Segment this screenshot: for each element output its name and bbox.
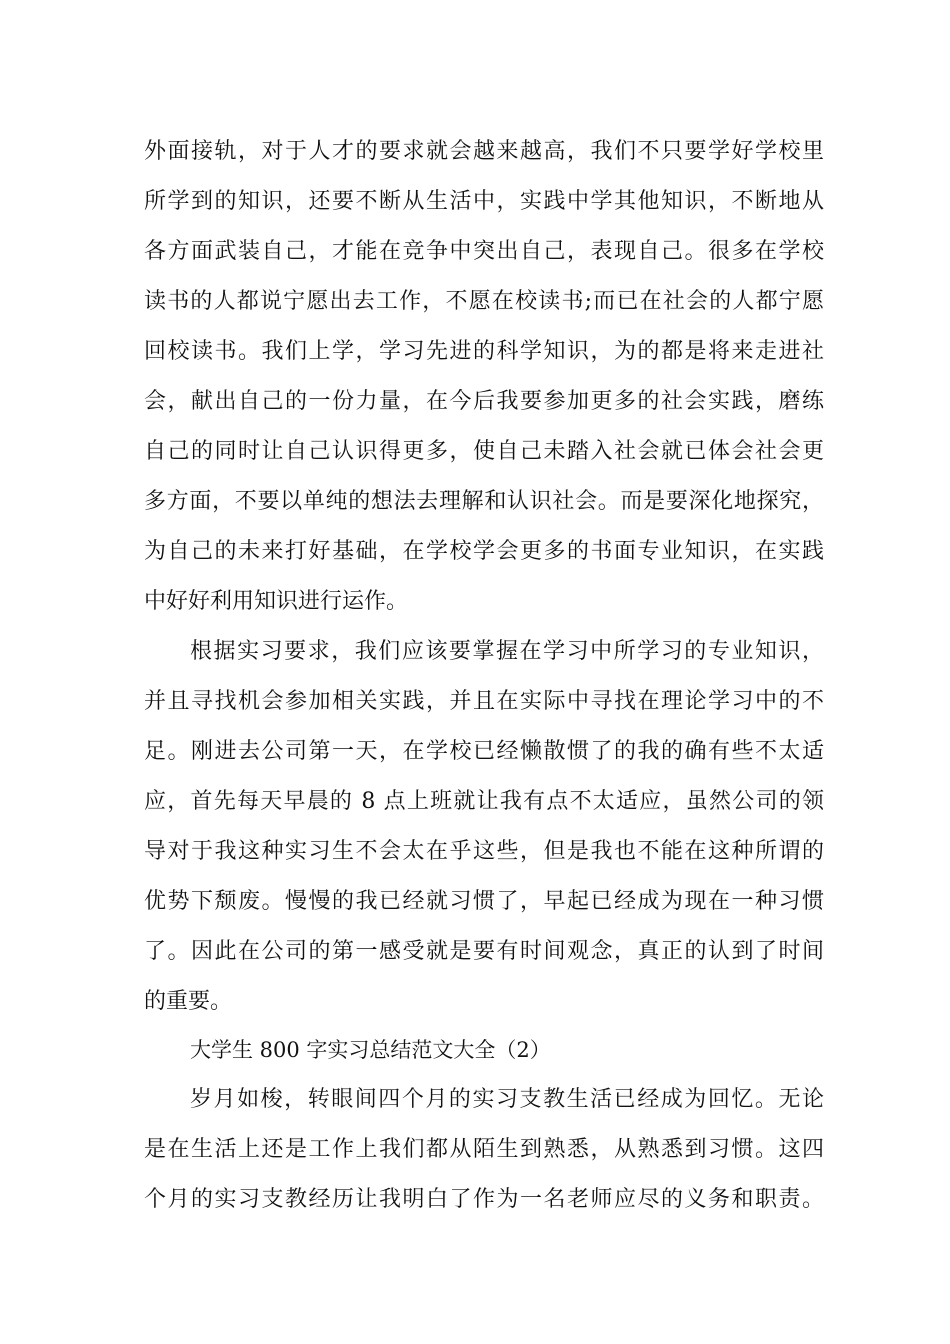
section-heading: 大学生 800 字实习总结范文大全（2）: [190, 1038, 551, 1062]
text-line: 多方面，不要以单纯的想法去理解和认识社会。而是要深化地探究，: [144, 489, 824, 514]
text-line: 的重要。: [144, 989, 233, 1014]
text-line: 各方面武装自己，才能在竞争中突出自己，表现自己。很多在学校: [144, 239, 824, 264]
text-line: 应，首先每天早晨的 8 点上班就让我有点不太适应，虽然公司的领: [144, 789, 824, 814]
text-line: 回校读书。我们上学，学习先进的科学知识，为的都是将来走进社: [144, 339, 824, 364]
text-line: 读书的人都说宁愿出去工作，不愿在校读书;而已在社会的人都宁愿: [144, 289, 824, 314]
text-line: 是在生活上还是工作上我们都从陌生到熟悉，从熟悉到习惯。这四: [144, 1137, 824, 1162]
text-line: 了。因此在公司的第一感受就是要有时间观念，真正的认到了时间: [144, 939, 824, 964]
text-line: 所学到的知识，还要不断从生活中，实践中学其他知识，不断地从: [144, 189, 824, 214]
text-line: 自己的同时让自己认识得更多，使自己未踏入社会就已体会社会更: [144, 439, 824, 464]
text-line: 岁月如梭，转眼间四个月的实习支教生活已经成为回忆。无论: [190, 1087, 824, 1112]
text-line: 并且寻找机会参加相关实践，并且在实际中寻找在理论学习中的不: [144, 689, 824, 714]
text-line: 根据实习要求，我们应该要掌握在学习中所学习的专业知识，: [190, 639, 824, 664]
text-line: 优势下颓废。慢慢的我已经就习惯了，早起已经成为现在一种习惯: [144, 889, 824, 914]
text-line: 外面接轨，对于人才的要求就会越来越高，我们不只要学好学校里: [144, 139, 824, 164]
text-line: 会，献出自己的一份力量，在今后我要参加更多的社会实践，磨练: [144, 389, 824, 414]
text-line: 足。刚进去公司第一天，在学校已经懒散惯了的我的确有些不太适: [144, 739, 824, 764]
text-line: 中好好利用知识进行运作。: [144, 589, 409, 614]
text-line: 个月的实习支教经历让我明白了作为一名老师应尽的义务和职责。: [144, 1187, 824, 1212]
text-line: 导对于我这种实习生不会太在乎这些，但是我也不能在这种所谓的: [144, 839, 824, 864]
text-line: 为自己的未来打好基础，在学校学会更多的书面专业知识，在实践: [144, 539, 824, 564]
